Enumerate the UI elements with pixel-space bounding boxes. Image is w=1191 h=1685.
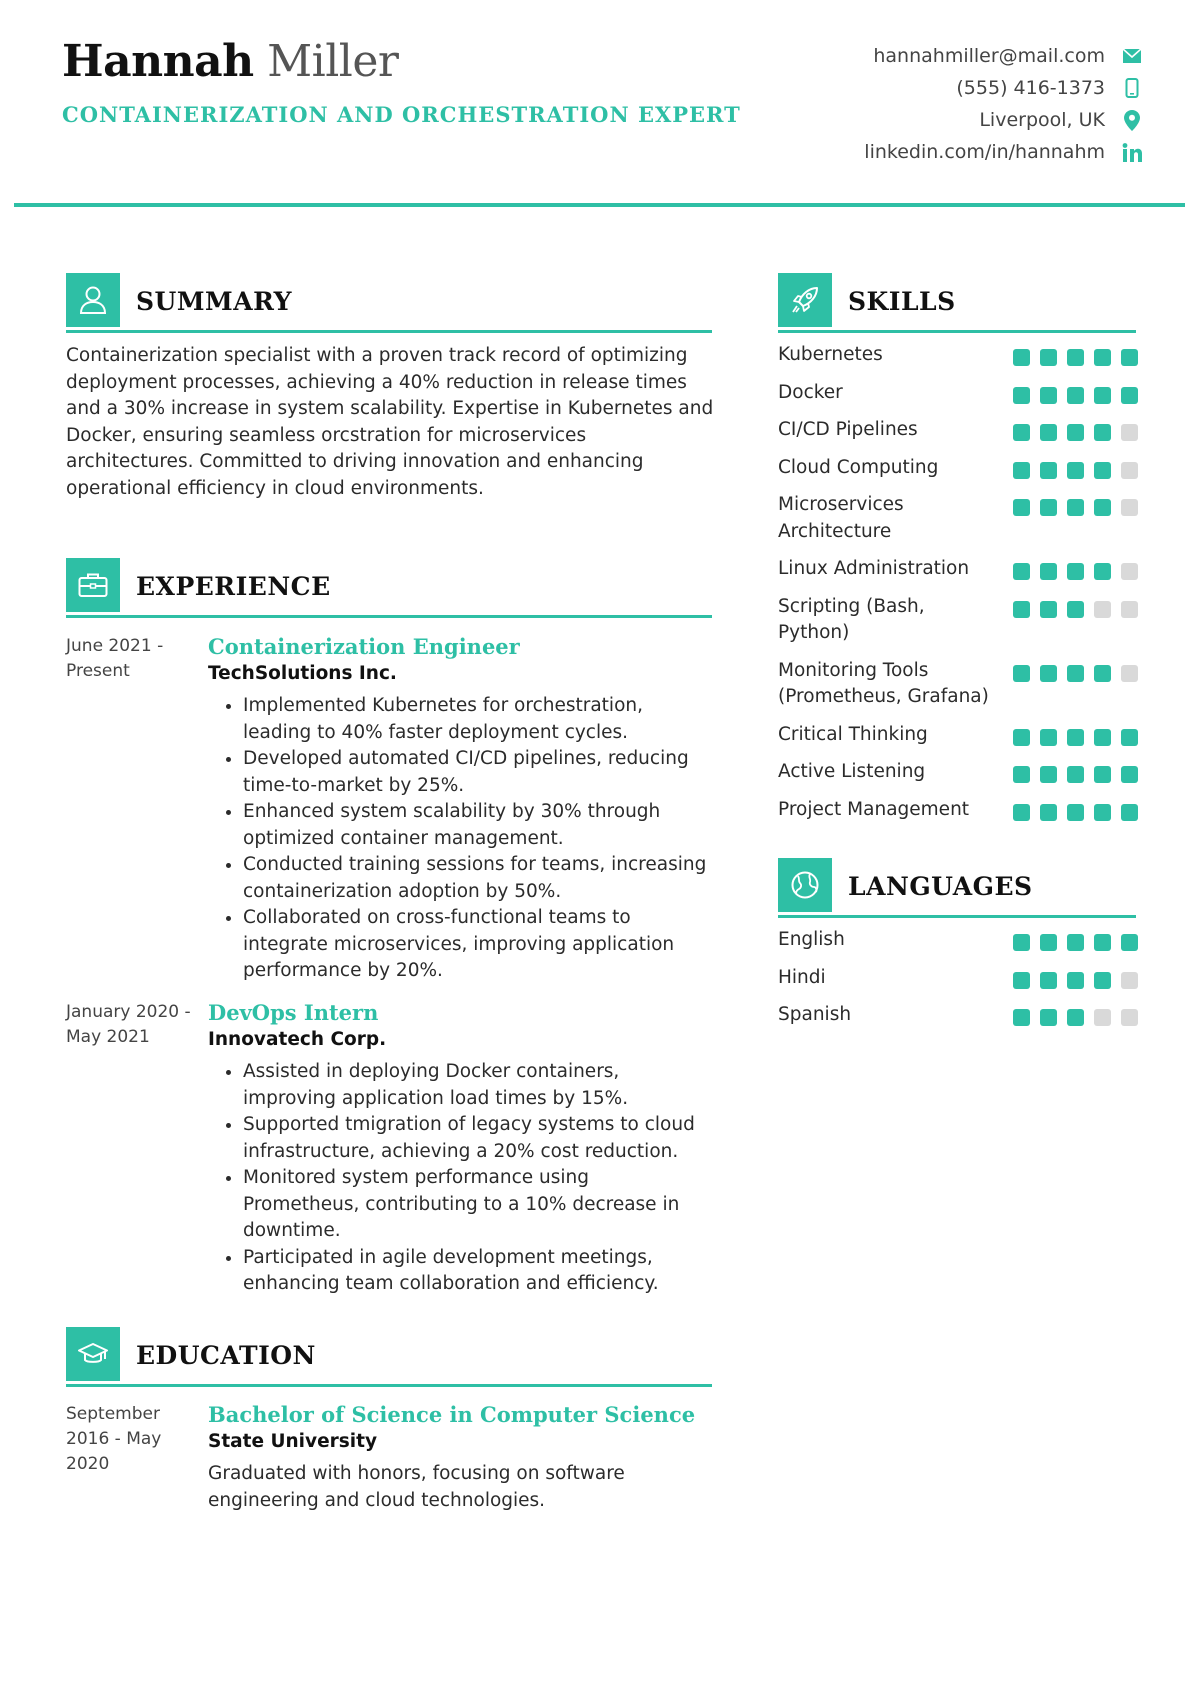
rating-dot-filled (1094, 387, 1111, 404)
skill-name: Active Listening (778, 761, 926, 782)
phone-icon (1121, 77, 1143, 99)
skill-row (778, 722, 1138, 749)
skill-name: Microservices Architecture (778, 494, 904, 542)
rating-dot-filled (1094, 934, 1111, 951)
location-pin-icon (1121, 109, 1143, 131)
rating-dot-filled (1067, 1009, 1084, 1026)
rating-dot-filled (1013, 665, 1030, 682)
rating-dot-filled (1067, 804, 1084, 821)
rating-dot-filled (1067, 972, 1084, 989)
contact-list (864, 40, 1143, 168)
contact-phone[interactable] (864, 72, 1143, 104)
email-text[interactable]: hannahmiller@mail.com (873, 45, 1105, 67)
contact-email[interactable] (864, 40, 1143, 72)
job-entry (66, 634, 716, 994)
rating-dot-empty (1121, 499, 1138, 516)
globe-icon (778, 858, 832, 912)
skill-rating (1013, 797, 1138, 821)
language-row (778, 965, 1138, 992)
email-icon (1121, 45, 1143, 67)
phone-text[interactable]: (555) 416-1373 (956, 77, 1105, 99)
skill-name: Kubernetes (778, 344, 883, 365)
skill-rating (1013, 759, 1138, 783)
summary-text: Containerization specialist with a proven track record of optimizing deployment processes, achieving a 40% reduction in release times and a 30% increase in system scalability. Expertise in Kubernetes and Docker, ensuring seamless orcstration for microservices architectures. Committed to driving innovation and enhancing operational efficiency in cloud environments. (66, 345, 714, 499)
skill-name: Monitoring Tools (Prometheus, Grafana) (778, 659, 989, 707)
skill-rating (1013, 342, 1138, 366)
job-title: DevOps Intern (208, 1000, 379, 1025)
rating-dot-filled (1040, 972, 1057, 989)
rating-dot-filled (1094, 729, 1111, 746)
job-dates: January 2020 - May 2021 (66, 1002, 191, 1047)
rating-dot-filled (1121, 766, 1138, 783)
skill-rating (1013, 417, 1138, 441)
job-title: Containerization Engineer (208, 634, 520, 659)
job-bullet: • Monitored system performance using Prometheus, contributing to a 10% decrease in downtime. (243, 1165, 708, 1245)
languages-heading: LANGUAGES (848, 871, 1033, 901)
rating-dot-empty (1094, 1009, 1111, 1026)
rating-dot-filled (1094, 972, 1111, 989)
briefcase-icon (66, 558, 120, 612)
rating-dot-filled (1121, 934, 1138, 951)
education-description: Graduated with honors, focusing on software engineering and cloud technologies. (208, 1463, 625, 1511)
rating-dot-filled (1040, 499, 1057, 516)
job-body (208, 634, 708, 985)
rating-dot-filled (1013, 972, 1030, 989)
skill-row (778, 658, 1138, 711)
skill-row (778, 556, 1138, 583)
job-bullet: • Developed automated CI/CD pipelines, reducing time-to-market by 25%. (243, 746, 708, 799)
first-name: Hannah (62, 36, 254, 87)
rating-dot-filled (1094, 563, 1111, 580)
rating-dot-filled (1121, 387, 1138, 404)
rating-dot-filled (1067, 499, 1084, 516)
rating-dot-filled (1040, 424, 1057, 441)
rating-dot-filled (1040, 349, 1057, 366)
rating-dot-filled (1121, 729, 1138, 746)
rating-dot-empty (1121, 1009, 1138, 1026)
rating-dot-filled (1094, 462, 1111, 479)
language-rating (1013, 1002, 1138, 1026)
header-divider (14, 203, 1185, 207)
job-entry (66, 1000, 716, 1294)
skill-row (778, 594, 1138, 647)
rating-dot-filled (1040, 804, 1057, 821)
rating-dot-filled (1040, 665, 1057, 682)
language-row (778, 927, 1138, 954)
skill-name: CI/CD Pipelines (778, 419, 918, 440)
job-bullets (208, 1059, 708, 1298)
contact-location (864, 104, 1143, 136)
skill-rating (1013, 722, 1138, 746)
user-icon (66, 273, 120, 327)
education-section-header (66, 1326, 712, 1387)
skill-row (778, 342, 1138, 369)
linkedin-icon (1121, 141, 1143, 163)
language-rating (1013, 927, 1138, 951)
rating-dot-filled (1121, 349, 1138, 366)
rating-dot-filled (1040, 766, 1057, 783)
rating-dot-filled (1013, 729, 1030, 746)
rating-dot-filled (1067, 729, 1084, 746)
rocket-icon (778, 273, 832, 327)
rating-dot-filled (1094, 804, 1111, 821)
languages-section-header (778, 857, 1136, 918)
headline: CONTAINERIZATION AND ORCHESTRATION EXPERT (62, 102, 741, 127)
rating-dot-filled (1067, 563, 1084, 580)
rating-dot-filled (1013, 462, 1030, 479)
rating-dot-filled (1067, 424, 1084, 441)
rating-dot-filled (1013, 387, 1030, 404)
rating-dot-filled (1013, 349, 1030, 366)
job-bullet: • Participated in agile development meetings, enhancing team collaboration and efficiency. (243, 1245, 708, 1298)
skill-name: Project Management (778, 798, 970, 820)
rating-dot-filled (1067, 766, 1084, 783)
rating-dot-filled (1013, 804, 1030, 821)
language-rating (1013, 965, 1138, 989)
last-name: Miller (267, 36, 399, 87)
rating-dot-filled (1013, 424, 1030, 441)
rating-dot-empty (1121, 601, 1138, 618)
graduation-cap-icon (66, 1327, 120, 1381)
skills-heading: SKILLS (848, 286, 956, 316)
skill-name: Scripting (Bash, Python) (778, 595, 925, 643)
contact-linkedin[interactable] (864, 136, 1143, 168)
rating-dot-filled (1040, 729, 1057, 746)
education-heading: EDUCATION (136, 1340, 316, 1370)
rating-dot-filled (1094, 424, 1111, 441)
skill-row (778, 417, 1138, 444)
rating-dot-filled (1013, 1009, 1030, 1026)
rating-dot-filled (1040, 1009, 1057, 1026)
job-bullets (208, 693, 708, 985)
rating-dot-filled (1067, 665, 1084, 682)
rating-dot-filled (1067, 462, 1084, 479)
education-entry (66, 1402, 716, 1522)
rating-dot-filled (1040, 462, 1057, 479)
job-company: Innovatech Corp. (208, 1029, 387, 1050)
skill-rating (1013, 556, 1138, 580)
job-bullet: • Conducted training sessions for teams, increasing containerization adoption by 50%. (243, 852, 708, 905)
rating-dot-empty (1121, 665, 1138, 682)
skill-rating (1013, 492, 1138, 516)
skill-row (778, 759, 1138, 786)
rating-dot-filled (1040, 601, 1057, 618)
rating-dot-filled (1121, 804, 1138, 821)
rating-dot-empty (1094, 601, 1111, 618)
rating-dot-empty (1121, 462, 1138, 479)
job-bullet: • Collaborated on cross-functional teams to integrate microservices, improving application performance by 20%. (243, 905, 708, 985)
job-body (208, 1000, 708, 1298)
rating-dot-filled (1013, 934, 1030, 951)
candidate-name (62, 36, 398, 88)
job-bullet: • Enhanced system scalability by 30% through optimized container management. (243, 799, 708, 852)
rating-dot-filled (1013, 766, 1030, 783)
rating-dot-filled (1094, 766, 1111, 783)
rating-dot-empty (1121, 972, 1138, 989)
rating-dot-filled (1067, 349, 1084, 366)
job-bullet: • Implemented Kubernetes for orchestration, leading to 40% faster deployment cycles. (243, 693, 708, 746)
skill-name: Cloud Computing (778, 456, 939, 478)
experience-section-header (66, 557, 712, 618)
rating-dot-filled (1040, 387, 1057, 404)
skill-rating (1013, 455, 1138, 479)
skill-row (778, 797, 1138, 824)
rating-dot-filled (1067, 601, 1084, 618)
job-bullet: • Supported tmigration of legacy systems to cloud infrastructure, achieving a 20% cost reduction. (243, 1112, 708, 1165)
rating-dot-filled (1040, 563, 1057, 580)
rating-dot-filled (1094, 499, 1111, 516)
job-bullet: • Assisted in deploying Docker containers, improving application load times by 15%. (243, 1059, 708, 1112)
skill-rating (1013, 594, 1138, 618)
education-dates: September 2016 - May 2020 (66, 1404, 162, 1474)
degree-title: Bachelor of Science in Computer Science (208, 1402, 696, 1427)
skill-row (778, 380, 1138, 407)
language-row (778, 1002, 1138, 1029)
summary-heading: SUMMARY (136, 286, 292, 316)
rating-dot-filled (1094, 349, 1111, 366)
rating-dot-filled (1094, 665, 1111, 682)
location-text: Liverpool, UK (979, 109, 1105, 131)
school-name: State University (208, 1431, 378, 1452)
job-company: TechSolutions Inc. (208, 663, 397, 684)
skill-name: Critical Thinking (778, 723, 928, 745)
job-dates: June 2021 - Present (66, 636, 164, 681)
skill-name: Docker (778, 381, 843, 403)
language-name: English (778, 929, 845, 950)
rating-dot-filled (1013, 499, 1030, 516)
rating-dot-empty (1121, 424, 1138, 441)
rating-dot-filled (1040, 934, 1057, 951)
skill-rating (1013, 658, 1138, 682)
skill-row (778, 455, 1138, 482)
languages-list (778, 927, 1138, 1040)
education-body (208, 1402, 708, 1514)
linkedin-text[interactable]: linkedin.com/in/hannahm (864, 141, 1105, 163)
language-name: Hindi (778, 966, 826, 988)
rating-dot-filled (1013, 563, 1030, 580)
skill-rating (1013, 380, 1138, 404)
rating-dot-filled (1067, 934, 1084, 951)
rating-dot-filled (1013, 601, 1030, 618)
skills-list (778, 342, 1138, 834)
rating-dot-filled (1067, 387, 1084, 404)
summary-section-header (66, 272, 712, 333)
language-name: Spanish (778, 1004, 852, 1025)
skill-name: Linux Administration (778, 558, 970, 579)
skills-section-header (778, 272, 1136, 333)
experience-heading: EXPERIENCE (136, 571, 331, 601)
rating-dot-empty (1121, 563, 1138, 580)
skill-row (778, 492, 1138, 545)
